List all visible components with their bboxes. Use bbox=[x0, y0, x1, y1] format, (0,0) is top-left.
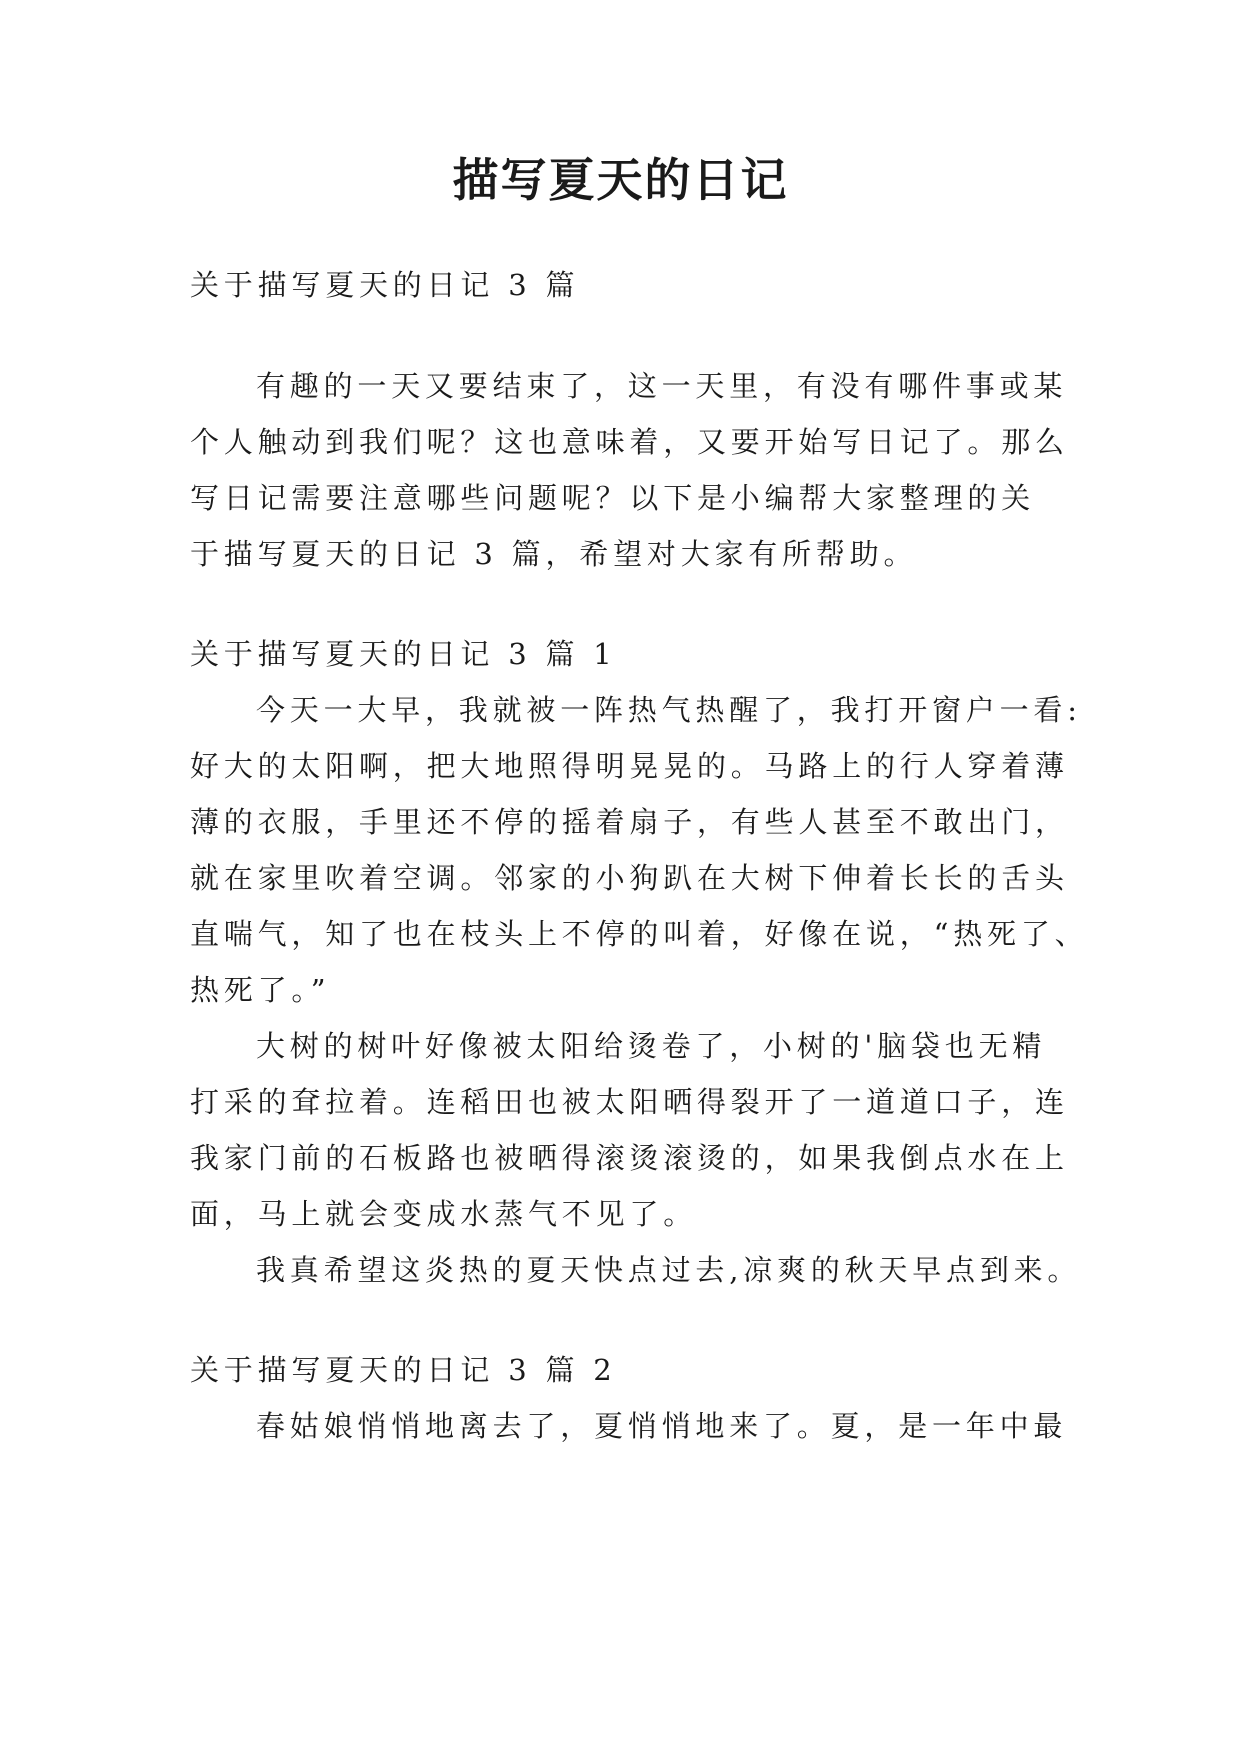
section1-line: 直喘气，知了也在枝头上不停的叫着，好像在说，“热死了、 bbox=[190, 917, 1089, 951]
section1-line: 就在家里吹着空调。邻家的小狗趴在大树下伸着长长的舌头 bbox=[190, 861, 1069, 895]
section1-line: 薄的衣服，手里还不停的摇着扇子，有些人甚至不敢出门， bbox=[190, 805, 1069, 839]
section1-line: 打采的耷拉着。连稻田也被太阳晒得裂开了一道道口子，连 bbox=[190, 1085, 1069, 1119]
section1-line: 我家门前的石板路也被晒得滚烫滚烫的，如果我倒点水在上 bbox=[190, 1141, 1069, 1175]
intro-line: 有趣的一天又要结束了，这一天里，有没有哪件事或某 bbox=[256, 369, 1068, 403]
intro-line: 个人触动到我们呢？这也意味着，又要开始写日记了。那么 bbox=[190, 425, 1069, 459]
section1-line: 好大的太阳啊，把大地照得明晃晃的。马路上的行人穿着薄 bbox=[190, 749, 1069, 783]
section-heading-1: 关于描写夏天的日记 3 篇 1 bbox=[190, 637, 617, 671]
intro-line: 于描写夏天的日记 3 篇，希望对大家有所帮助。 bbox=[190, 537, 918, 571]
section-heading-2: 关于描写夏天的日记 3 篇 2 bbox=[190, 1353, 617, 1387]
section1-line: 今天一大早，我就被一阵热气热醒了，我打开窗户一看: bbox=[256, 693, 1082, 727]
section1-line: 面，马上就会变成水蒸气不见了。 bbox=[190, 1197, 698, 1231]
document-title: 描写夏天的日记 bbox=[452, 153, 789, 207]
section1-line: 热死了。” bbox=[190, 973, 331, 1007]
document-subtitle: 关于描写夏天的日记 3 篇 bbox=[190, 268, 580, 302]
section1-line: 我真希望这炎热的夏天快点过去,凉爽的秋天早点到来。 bbox=[256, 1253, 1082, 1287]
section2-line: 春姑娘悄悄地离去了，夏悄悄地来了。夏，是一年中最 bbox=[256, 1409, 1068, 1443]
intro-line: 写日记需要注意哪些问题呢？以下是小编帮大家整理的关 bbox=[190, 481, 1036, 515]
section1-line: 大树的树叶好像被太阳给烫卷了，小树的'脑袋也无精 bbox=[256, 1029, 1047, 1063]
